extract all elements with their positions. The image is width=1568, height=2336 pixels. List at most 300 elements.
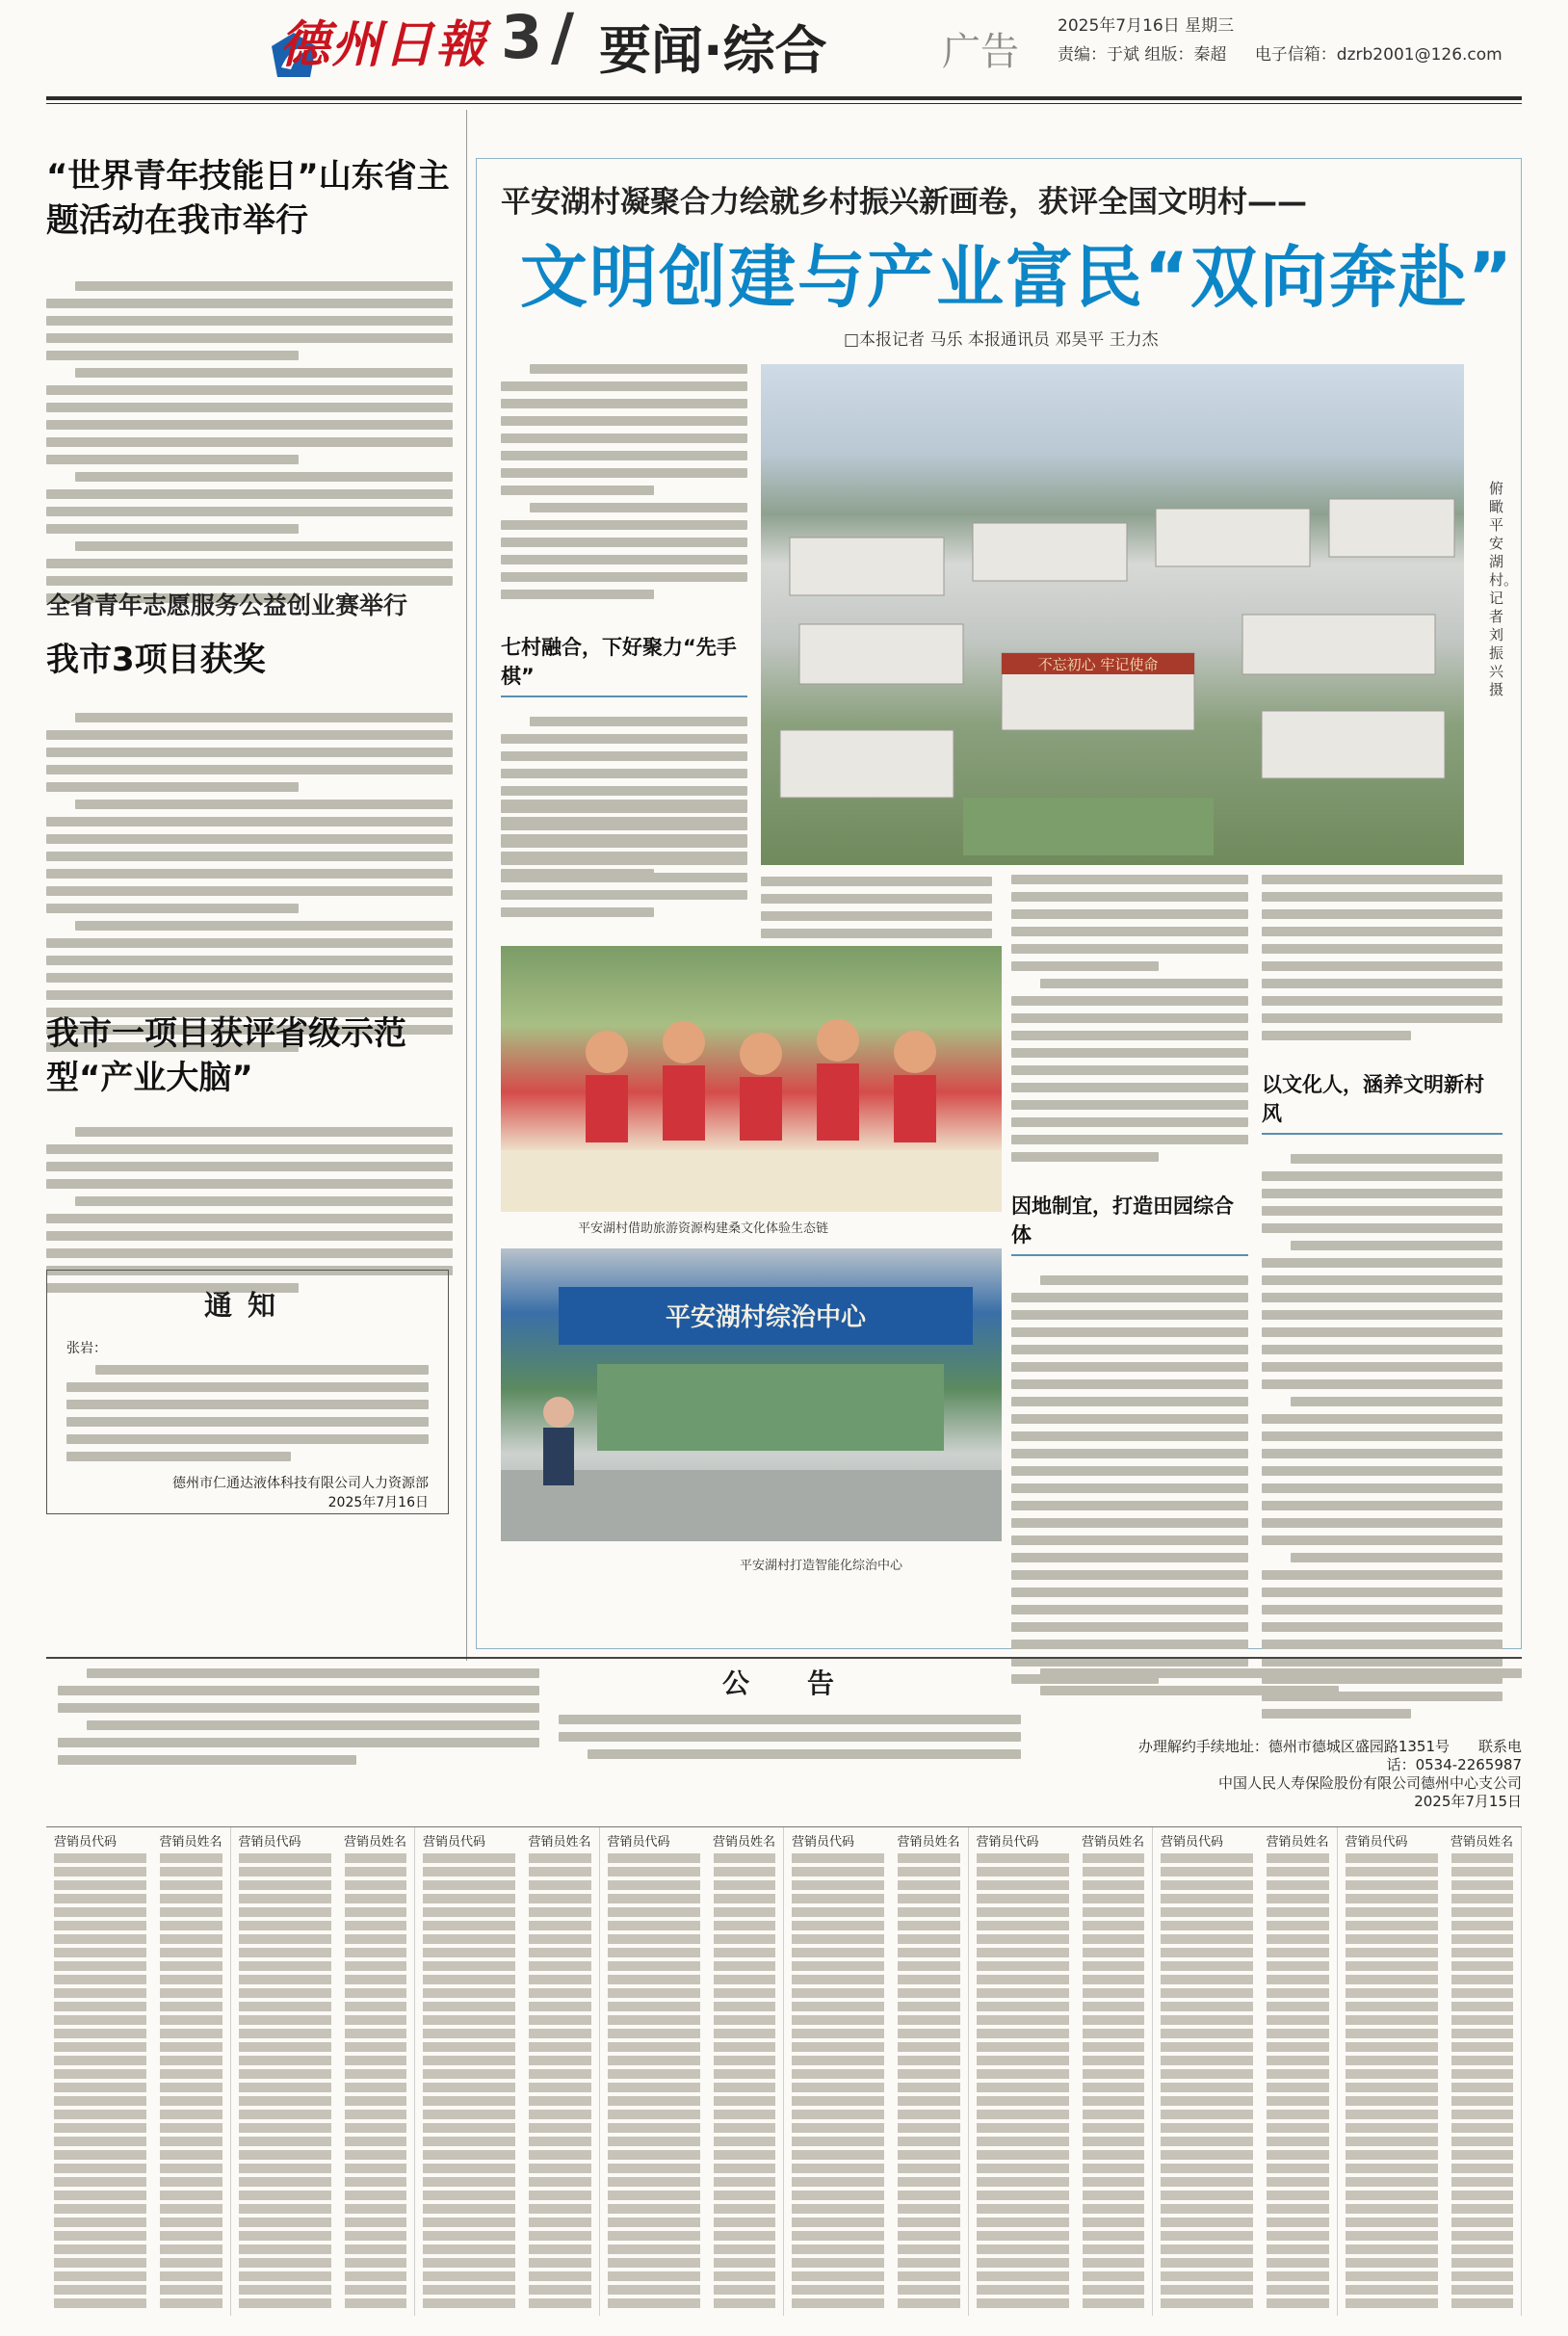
- agent-table-row: [977, 2231, 1145, 2241]
- agent-table-row: [608, 1853, 776, 1863]
- agent-table-row: [423, 2244, 591, 2254]
- agent-table-row: [1161, 2244, 1329, 2254]
- agent-table-row: [608, 2244, 776, 2254]
- agent-table-row: [977, 1961, 1145, 1971]
- agent-table-header-cell: 营销员姓名: [897, 1835, 960, 1850]
- story-skills-day: [46, 154, 453, 603]
- agent-table-header-cell: 营销员代码: [792, 1835, 855, 1850]
- announcement-title: 公告: [722, 1667, 893, 1699]
- agent-table-row: [977, 2191, 1145, 2200]
- governance-photo-caption: 平安湖村打造智能化综治中心: [740, 1559, 903, 1573]
- governance-center-sign: 平安湖村综治中心: [665, 1303, 867, 1332]
- agent-table-row: [1346, 1934, 1514, 1944]
- agent-table-row: [423, 2029, 591, 2038]
- agent-table-row: [239, 2244, 407, 2254]
- feature-kicker: 平安湖村凝聚合力绘就乡村振兴新画卷，获评全国文明村——: [501, 185, 1307, 220]
- agent-table-row: [608, 2191, 776, 2200]
- agent-table-row: [54, 2002, 222, 2011]
- mulberry-photo-caption: 平安湖村借助旅游资源构建桑文化体验生态链: [578, 1221, 829, 1236]
- agent-table-row: [792, 2177, 960, 2187]
- agent-table-header-cell: 营销员姓名: [159, 1835, 222, 1850]
- agent-table-row: [1346, 2231, 1514, 2241]
- agent-table-row: [239, 1934, 407, 1944]
- agent-table-header-cell: 营销员代码: [54, 1835, 118, 1850]
- agent-table-row: [239, 2096, 407, 2106]
- agent-table-row: [239, 2015, 407, 2025]
- agent-table-row: [54, 2083, 222, 2092]
- agent-table-row: [792, 1867, 960, 1877]
- agent-table-row: [608, 2029, 776, 2038]
- agent-table-row: [792, 1961, 960, 1971]
- agent-table-row: [1346, 2056, 1514, 2065]
- agent-table-row: [1161, 2069, 1329, 2079]
- agent-table-row: [792, 2244, 960, 2254]
- agent-table-row: [792, 2029, 960, 2038]
- agent-table-row: [54, 2042, 222, 2052]
- agent-table-row: [977, 2137, 1145, 2146]
- agent-table-row: [423, 2285, 591, 2295]
- agent-table-row: [1346, 2150, 1514, 2160]
- editor-credits: [1058, 40, 1503, 65]
- agent-table-row: [792, 2069, 960, 2079]
- agent-table-row: [239, 2218, 407, 2227]
- agent-table-row: [792, 1975, 960, 1984]
- agent-table-column: [784, 1827, 969, 2316]
- story-industry-brain: [46, 1011, 453, 1293]
- agent-table-row: [608, 2069, 776, 2079]
- agent-table-header-cell: 营销员代码: [976, 1835, 1039, 1850]
- agent-table-row: [1346, 2137, 1514, 2146]
- agent-table-row: [239, 1988, 407, 1998]
- agent-table-column: [231, 1827, 416, 2316]
- agent-table-row: [423, 2298, 591, 2308]
- agent-table-row: [977, 2271, 1145, 2281]
- agent-table-row: [54, 2029, 222, 2038]
- agent-table-row: [1161, 1948, 1329, 1957]
- agent-table-row: [1161, 2285, 1329, 2295]
- agent-table-row: [423, 1921, 591, 1930]
- agent-table-row: [239, 2069, 407, 2079]
- agent-table-row: [1161, 2231, 1329, 2241]
- notice-date: 2025年7月16日: [327, 1495, 429, 1510]
- agent-table-row: [239, 1907, 407, 1917]
- agent-table-row: [792, 2002, 960, 2011]
- notice-title: 通知: [203, 1289, 291, 1322]
- agent-table-column: [1338, 1827, 1523, 2316]
- agent-table-row: [1346, 1975, 1514, 1984]
- agent-table-row: [608, 2056, 776, 2065]
- village-buildings-illustration: [761, 364, 1464, 865]
- agent-table-row: [608, 2204, 776, 2214]
- agent-table-row: [423, 1894, 591, 1903]
- announcement-text-1: [58, 1668, 539, 1765]
- agent-table-row: [239, 1867, 407, 1877]
- agent-table-row: [423, 2191, 591, 2200]
- agent-table-header: [423, 1831, 591, 1850]
- agent-table-row: [1346, 1988, 1514, 1998]
- column-divider: [466, 110, 467, 1661]
- announcement-text-2: [559, 1715, 1021, 1759]
- agent-table-row: [239, 2271, 407, 2281]
- agent-table-row: [54, 1853, 222, 1863]
- agent-table-row: [54, 2218, 222, 2227]
- agent-table-header-cell: 营销员代码: [423, 1835, 486, 1850]
- agent-table-row: [239, 2258, 407, 2268]
- agent-table-row: [1346, 2069, 1514, 2079]
- agent-table-row: [423, 1988, 591, 1998]
- agent-table-row: [792, 2191, 960, 2200]
- agent-table-row: [1346, 2002, 1514, 2011]
- agent-table-row: [977, 2069, 1145, 2079]
- agent-table-row: [1161, 2271, 1329, 2281]
- agent-table-row: [54, 2177, 222, 2187]
- agent-table-row: [792, 1853, 960, 1863]
- story-volunteer-contest: [46, 590, 453, 1052]
- agent-table-row: [608, 2137, 776, 2146]
- agent-table-row: [54, 2137, 222, 2146]
- agent-table-row: [977, 2029, 1145, 2038]
- agent-table-row: [1161, 1880, 1329, 1890]
- agent-table-header-cell: 营销员姓名: [1081, 1835, 1144, 1850]
- agent-table-row: [792, 2015, 960, 2025]
- agent-table-row: [239, 2191, 407, 2200]
- agent-table-row: [1346, 2015, 1514, 2025]
- masthead-rule-thin: [46, 103, 1522, 104]
- agent-table-row: [608, 1894, 776, 1903]
- agent-table-row: [977, 1894, 1145, 1903]
- agent-table-row: [792, 2042, 960, 2052]
- agent-table-row: [608, 2164, 776, 2173]
- agent-table-row: [54, 2285, 222, 2295]
- agent-table-row: [608, 1988, 776, 1998]
- agent-table-row: [1161, 2002, 1329, 2011]
- agent-table-row: [608, 1867, 776, 1877]
- agent-table-row: [977, 1921, 1145, 1930]
- agent-table-row: [1346, 2204, 1514, 2214]
- agent-table-row: [977, 1948, 1145, 1957]
- agent-table-row: [1346, 2083, 1514, 2092]
- agent-table-row: [1161, 2083, 1329, 2092]
- agent-table-row: [977, 2042, 1145, 2052]
- agent-table-column: [46, 1827, 231, 2316]
- agent-table-row: [423, 1961, 591, 1971]
- agent-table-row: [54, 2191, 222, 2200]
- notice-addressee: 张岩：: [66, 1341, 107, 1356]
- agent-table-row: [977, 2096, 1145, 2106]
- agent-table-header: [1346, 1831, 1514, 1850]
- agent-table-header-cell: 营销员代码: [1161, 1835, 1224, 1850]
- agent-table-row: [423, 2042, 591, 2052]
- agent-table-header: [239, 1831, 407, 1850]
- agent-table-row: [54, 2164, 222, 2173]
- agent-table-row: [423, 2177, 591, 2187]
- agent-table-row: [423, 1934, 591, 1944]
- agent-table-row: [1346, 2271, 1514, 2281]
- agent-table-header-cell: 营销员姓名: [1450, 1835, 1513, 1850]
- agent-table-row: [792, 2110, 960, 2119]
- agent-table-row: [1161, 1921, 1329, 1930]
- agent-table-row: [239, 1880, 407, 1890]
- agent-table-row: [1346, 2096, 1514, 2106]
- agent-table-row: [1346, 2123, 1514, 2133]
- agent-table-row: [1346, 2191, 1514, 2200]
- issue-date: 2025年7月16日 星期三: [1058, 16, 1235, 36]
- agent-table-row: [423, 1880, 591, 1890]
- agent-table-row: [423, 2218, 591, 2227]
- agent-table-row: [792, 2271, 960, 2281]
- agent-table-row: [608, 2042, 776, 2052]
- agent-table-row: [977, 1975, 1145, 1984]
- agent-table-row: [423, 2015, 591, 2025]
- agent-table-row: [608, 1948, 776, 1957]
- agent-table-row: [977, 2150, 1145, 2160]
- governance-center-photo: [501, 1248, 1002, 1541]
- agent-table-row: [423, 2123, 591, 2133]
- masthead-rule: [46, 96, 1522, 100]
- agent-table-row: [1346, 1961, 1514, 1971]
- newspaper-name: 德州日報: [279, 15, 488, 74]
- feature-subhead: 七村融合，下好聚力“先手棋”: [501, 636, 737, 688]
- agent-table-header-cell: 营销员代码: [238, 1835, 301, 1850]
- story-body: [46, 1127, 453, 1293]
- agent-table-row: [239, 1894, 407, 1903]
- agent-table-row: [423, 2271, 591, 2281]
- agent-table-row: [977, 2218, 1145, 2227]
- agent-table-row: [239, 2083, 407, 2092]
- agent-table-row: [54, 1921, 222, 1930]
- agent-table-row: [1161, 2056, 1329, 2065]
- agent-table-row: [608, 2218, 776, 2227]
- agent-table-row: [608, 2015, 776, 2025]
- announcement-company: 中国人民人寿保险股份有限公司德州中心支公司: [1217, 1774, 1522, 1792]
- agent-table-column: [1153, 1827, 1338, 2316]
- agent-table-row: [792, 2258, 960, 2268]
- agent-table-row: [423, 2258, 591, 2268]
- agent-table-header-cell: 营销员姓名: [1266, 1835, 1329, 1850]
- feature-subhead: 因地制宜，打造田园综合体: [1011, 1194, 1234, 1247]
- agent-table-row: [977, 2285, 1145, 2295]
- agent-table-row: [1161, 2177, 1329, 2187]
- agent-table-row: [54, 2298, 222, 2308]
- agent-table-row: [977, 2083, 1145, 2092]
- agent-table-row: [239, 2110, 407, 2119]
- agent-table-column: [415, 1827, 600, 2316]
- agent-table-row: [792, 2204, 960, 2214]
- agent-table-header-cell: 营销员姓名: [343, 1835, 406, 1850]
- agent-table-row: [239, 2164, 407, 2173]
- feature-byline: □本报记者 马乐 本报通讯员 邓昊平 王力杰: [844, 330, 1159, 350]
- agent-table-row: [792, 1921, 960, 1930]
- agent-table-row: [792, 2164, 960, 2173]
- agent-table-row: [977, 2123, 1145, 2133]
- villagers-illustration: [501, 946, 1002, 1212]
- agent-table-row: [54, 2258, 222, 2268]
- editor-names: 责编：于斌 组版：秦超: [1058, 45, 1227, 65]
- agent-table-row: [54, 2110, 222, 2119]
- agent-table-row: [608, 2096, 776, 2106]
- agent-table-row: [792, 1894, 960, 1903]
- agent-table-row: [1161, 2123, 1329, 2133]
- subhead-block-1: [501, 632, 747, 697]
- agent-table-header-cell: 营销员代码: [1345, 1835, 1408, 1850]
- agent-table-row: [1161, 2137, 1329, 2146]
- agent-table-row: [977, 2298, 1145, 2308]
- agent-table-row: [54, 1934, 222, 1944]
- subhead-block-3: [1262, 1069, 1503, 1135]
- agent-table-row: [1161, 2164, 1329, 2173]
- agent-table-row: [977, 2244, 1145, 2254]
- announcement-date: 2025年7月15日: [1414, 1793, 1522, 1810]
- agent-table-row: [792, 2137, 960, 2146]
- feature-subhead: 以文化人，涵养文明新村风: [1262, 1073, 1484, 1125]
- agent-table-row: [1161, 1907, 1329, 1917]
- agent-table-row: [423, 2056, 591, 2065]
- story-body: [46, 713, 453, 1052]
- agent-table-row: [1346, 2110, 1514, 2119]
- agent-table-row: [792, 1988, 960, 1998]
- agent-table-row: [239, 1853, 407, 1863]
- agent-table-row: [1346, 2177, 1514, 2187]
- agent-table-row: [239, 1921, 407, 1930]
- agent-table-row: [608, 1934, 776, 1944]
- agent-table-row: [1161, 1853, 1329, 1863]
- page-number-slash: /: [551, 0, 575, 74]
- agent-table-header: [792, 1831, 960, 1850]
- agent-table-row: [608, 2150, 776, 2160]
- agent-table-row: [239, 2231, 407, 2241]
- story-headline: “世界青年技能日”山东省主题活动在我市举行: [46, 157, 450, 240]
- agent-table-row: [423, 1907, 591, 1917]
- agent-table-row: [54, 1867, 222, 1877]
- agent-table-row: [792, 2056, 960, 2065]
- agent-table-row: [239, 2123, 407, 2133]
- agent-table-row: [1161, 2191, 1329, 2200]
- agent-table-row: [1346, 2285, 1514, 2295]
- agent-table-row: [1346, 1894, 1514, 1903]
- agent-table-row: [239, 1975, 407, 1984]
- agent-table: [46, 1826, 1522, 2308]
- agent-table-row: [1161, 1934, 1329, 1944]
- agent-table-row: [977, 1880, 1145, 1890]
- agent-table-row: [608, 2298, 776, 2308]
- feature-text-d: [1262, 875, 1503, 1719]
- agent-table-row: [423, 2137, 591, 2146]
- governance-center-illustration: [501, 1248, 1002, 1541]
- section-title: 要闻·综合: [599, 20, 827, 81]
- aerial-photo-caption: 俯瞰平安湖村。记者刘振兴摄: [1489, 480, 1519, 698]
- agent-table-row: [1346, 2029, 1514, 2038]
- agent-table-row: [1346, 1948, 1514, 1957]
- agent-table-row: [1346, 2164, 1514, 2173]
- agent-table-row: [608, 1907, 776, 1917]
- agent-table-row: [1346, 1907, 1514, 1917]
- mulberry-culture-photo: [501, 946, 1002, 1212]
- agent-table-row: [792, 1880, 960, 1890]
- agent-table-row: [423, 2096, 591, 2106]
- notice-body: [66, 1338, 429, 1511]
- agent-table-row: [239, 1961, 407, 1971]
- agent-table-row: [1346, 1921, 1514, 1930]
- subhead-block-2: [1011, 1191, 1248, 1256]
- agent-table-row: [239, 2177, 407, 2187]
- agent-table-row: [54, 1988, 222, 1998]
- agent-table-row: [239, 2002, 407, 2011]
- agent-table-row: [54, 2123, 222, 2133]
- village-hall-sign: 不忘初心 牢记使命: [1037, 656, 1159, 673]
- agent-table-row: [1346, 2042, 1514, 2052]
- announcement-text-3: [1040, 1668, 1522, 1695]
- feature-text-c: [1011, 875, 1248, 1684]
- agent-table-row: [608, 2123, 776, 2133]
- aerial-village-photo: [761, 364, 1464, 865]
- agent-table-row: [54, 1894, 222, 1903]
- agent-table-row: [1161, 2096, 1329, 2106]
- agent-table-row: [1161, 2029, 1329, 2038]
- agent-table-row: [608, 2083, 776, 2092]
- agent-table-row: [792, 2285, 960, 2295]
- agent-table-row: [792, 2218, 960, 2227]
- agent-table-row: [54, 1961, 222, 1971]
- agent-table-row: [1161, 1961, 1329, 1971]
- agent-table-row: [977, 2177, 1145, 2187]
- notice-box: [46, 1270, 449, 1514]
- agent-table-row: [977, 2258, 1145, 2268]
- agent-table-row: [608, 1961, 776, 1971]
- agent-table-row: [1346, 1867, 1514, 1877]
- agent-table-row: [239, 2150, 407, 2160]
- agent-table-header: [1161, 1831, 1329, 1850]
- agent-table-row: [54, 1975, 222, 1984]
- agent-table-row: [608, 1880, 776, 1890]
- agent-table-row: [423, 2083, 591, 2092]
- agent-table-row: [239, 2056, 407, 2065]
- page-number: 3: [501, 2, 543, 72]
- agent-table-row: [239, 1948, 407, 1957]
- agent-table-row: [977, 1988, 1145, 1998]
- agent-table-row: [1346, 2218, 1514, 2227]
- agent-table-row: [977, 1853, 1145, 1863]
- agent-table-row: [608, 2177, 776, 2187]
- agent-table-row: [54, 2231, 222, 2241]
- agent-table-row: [423, 2231, 591, 2241]
- agent-table-row: [423, 2164, 591, 2173]
- agent-table-row: [608, 2110, 776, 2119]
- announcement-signature: [1117, 1738, 1522, 1811]
- agent-table-row: [1161, 1988, 1329, 1998]
- agent-table-row: [792, 2231, 960, 2241]
- agent-table-row: [423, 2110, 591, 2119]
- agent-table-row: [792, 2083, 960, 2092]
- agent-table-row: [239, 2285, 407, 2295]
- agent-table-row: [977, 1934, 1145, 1944]
- agent-table-row: [239, 2298, 407, 2308]
- agent-table-row: [1161, 2204, 1329, 2214]
- agent-table-row: [54, 2271, 222, 2281]
- agent-table-row: [977, 1907, 1145, 1917]
- feature-headline: 文明创建与产业富民“双向奔赴”: [520, 238, 1515, 317]
- agent-table-row: [1161, 2015, 1329, 2025]
- agent-table-row: [1161, 2218, 1329, 2227]
- agent-table-column: [600, 1827, 785, 2316]
- agent-table-row: [239, 2137, 407, 2146]
- agent-table-row: [608, 2258, 776, 2268]
- agent-table-row: [792, 1907, 960, 1917]
- feature-text-b: [761, 877, 992, 956]
- agent-table-row: [423, 1948, 591, 1957]
- agent-table-row: [1161, 1894, 1329, 1903]
- agent-table-row: [54, 2150, 222, 2160]
- agent-table-row: [239, 2042, 407, 2052]
